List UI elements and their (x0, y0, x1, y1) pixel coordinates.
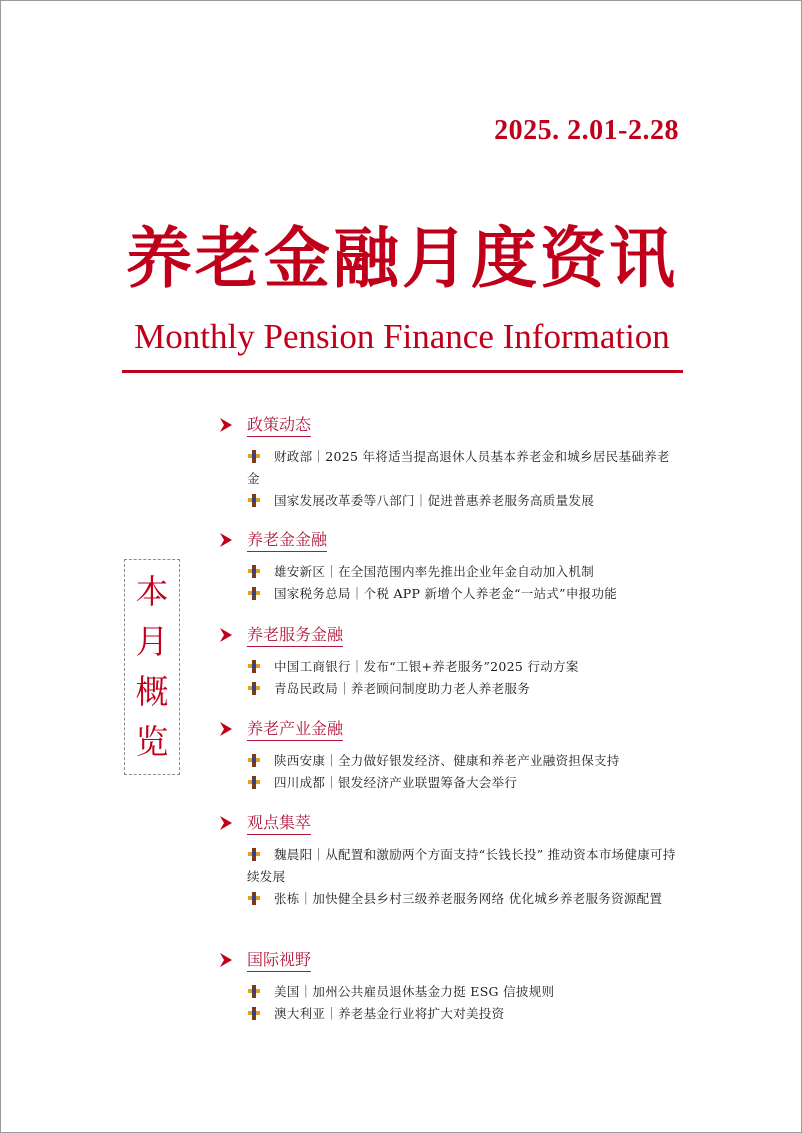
list-item: 国家发展改革委等八部门｜促进普惠养老服务高质量发展 (247, 490, 677, 512)
bullet-icon (248, 754, 260, 767)
bullet-icon (248, 1007, 260, 1020)
arrow-icon (219, 721, 233, 737)
section-international (219, 949, 689, 1021)
list-item: 国家税务总局｜个税 APP 新增个人养老金“一站式”申报功能 (247, 583, 677, 605)
section-service-finance (219, 624, 689, 696)
bullet-icon (248, 494, 260, 507)
arrow-icon (219, 532, 233, 548)
bullet-icon (248, 450, 260, 463)
section-policy (219, 414, 689, 508)
bullet-icon (248, 565, 260, 578)
bullet-icon (248, 848, 260, 861)
overview-char: 概 (135, 672, 169, 711)
title-english: Monthly Pension Finance Information (134, 317, 670, 356)
list-item: 财政部｜2025 年将适当提高退休人员基本养老金和城乡居民基础养老金 (247, 449, 670, 486)
list-item: 四川成都｜银发经济产业联盟筹备大会举行 (247, 772, 677, 794)
bullet-icon (248, 985, 260, 998)
list-item: 澳大利亚｜养老基金行业将扩大对美投资 (247, 1003, 677, 1025)
section-industry-finance (219, 718, 689, 790)
overview-char: 本 (135, 572, 169, 611)
section-title[interactable]: 国际视野 (247, 949, 311, 972)
arrow-icon (219, 417, 233, 433)
title-chinese: 养老金融月度资讯 (126, 220, 678, 297)
arrow-icon (219, 627, 233, 643)
section-title[interactable]: 养老服务金融 (247, 624, 343, 647)
arrow-icon (219, 815, 233, 831)
section-title[interactable]: 养老金金融 (247, 529, 327, 552)
section-title[interactable]: 观点集萃 (247, 812, 311, 835)
list-item: 青岛民政局｜养老顾问制度助力老人养老服务 (247, 678, 677, 700)
arrow-icon (219, 952, 233, 968)
bullet-icon (248, 892, 260, 905)
section-title[interactable]: 养老产业金融 (247, 718, 343, 741)
overview-char: 月 (135, 622, 169, 661)
bullet-icon (248, 587, 260, 600)
section-title[interactable]: 政策动态 (247, 414, 311, 437)
list-item: 陕西安康｜全力做好银发经济、健康和养老产业融资担保支持 (247, 750, 677, 772)
list-item: 中国工商银行｜发布“工银+养老服务”2025 行动方案 (247, 656, 677, 678)
overview-box (124, 559, 180, 775)
section-viewpoints (219, 812, 689, 906)
section-pension-finance (219, 529, 689, 601)
list-item: 美国｜加州公共雇员退休基金力挺 ESG 信披规则 (247, 981, 677, 1003)
bullet-icon (248, 660, 260, 673)
bullet-icon (248, 776, 260, 789)
issue-date: 2025. 2.01-2.28 (494, 115, 679, 146)
list-item: 张栋｜加快健全县乡村三级养老服务网络 优化城乡养老服务资源配置 (247, 888, 677, 910)
overview-char: 览 (135, 722, 169, 761)
bullet-icon (248, 682, 260, 695)
list-item: 雄安新区｜在全国范围内率先推出企业年金自动加入机制 (247, 561, 677, 583)
list-item: 魏晨阳｜从配置和激励两个方面支持“长钱长投” 推动资本市场健康可持续发展 (247, 847, 676, 884)
title-divider (122, 370, 683, 373)
